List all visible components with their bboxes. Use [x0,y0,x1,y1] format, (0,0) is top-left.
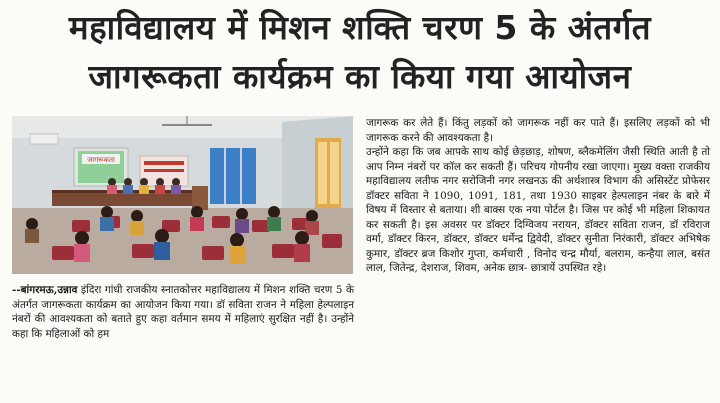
photo-banner-text: जागरूकता [87,156,115,164]
dateline: --बांगरमऊ,उन्नाव [12,284,78,296]
event-photo [12,116,353,274]
article-left-paragraph [12,283,354,341]
article-right-column [366,116,710,276]
headline-line-2: जागरूकता कार्यक्रम का किया गया आयोजन [88,57,632,96]
article-left-column [12,283,354,341]
right-paragraph-1: जागरूक कर लेते हैं। किंतु लड़कों को जागरूक नहीं कर पाते हैं। इसलिए लड़कों को भी जागरूक करने की आवश्यकता है। [366,117,710,144]
left-body-text: इंदिरा गांधी राजकीय स्नातकोत्तर महाविद्यालय में मिशन शक्ति चरण 5 के अंतर्गत जागरूकता कार्यक्रम का आयोजन किया गया। डॉ सविता राजन ने महिला हेल्पलाइन नंबरों की आवश्यकता को बताते हुए कहा वर्तमान समय में महिलाएं सुरक्षित नहीं है। उन्होंने कहा कि महिलाओं को हम [12,284,354,340]
headline-line-1: महाविद्यालय में मिशन शक्ति चरण 5 के अंतर्गत [68,8,652,47]
right-paragraph-2: उन्होंने कहा कि जब आपके साथ कोई छेड़छाड़, शोषण, ब्लैकमेलिंग जैसी स्थिति आती है तो आप निम्न नंबरों पर कॉल कर सकती हैं। परिचय गोपनीय रखा जाएगा। मुख्य वक्ता राजकीय महाविद्यालय लतीफ नगर सरोजिनी नगर लखनऊ की अर्थशास्त्र विभाग की असिस्टेंट प्रोफेसर डॉक्टर सविता ने 1090, 1091, 181, तथा 1930 साइबर हेल्पलाइन नंबर के बारे में विषय में विस्तार से बताया। शी बाक्स एक नया पोर्टल है। जिस पर कोई भी महिला शिकायत कर सकती है। इस अवसर पर डॉक्टर दिग्विजय नरायन, डॉक्टर सविता राजन, डॉ रविराज वर्मा, डॉक्टर किरन, डॉक्टर, डॉक्टर धर्मेन्द्र द्विवेदी, डॉक्टर सुनीता निरंकारी, डॉक्टर अभिषेक कुमार, डॉक्टर ब्रज किशोर गुप्ता, कर्मचारी , विनोद चन्द्र मौर्या, बलराम, कन्हैया लाल, बसंत लाल, जितेन्द्र, देशराज, शिवम, अनेक छात्र- छात्रायें उपस्थित रहे। [366,146,710,274]
